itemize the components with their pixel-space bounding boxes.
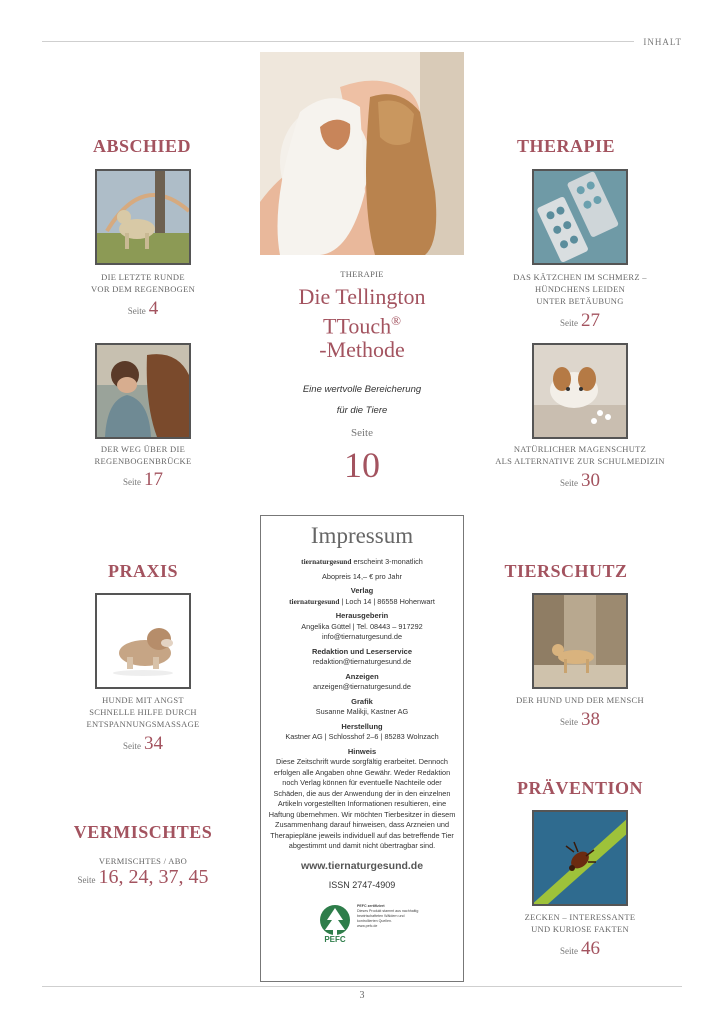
section-title-tierschutz: TIERSCHUTZ [504, 561, 628, 581]
pill-blisters-illustration [534, 171, 626, 263]
section-title-abschied: ABSCHIED [92, 136, 192, 156]
featured-seite-label: Seite [351, 427, 373, 439]
caption-kaetzchen: DAS KÄTZCHEN IM SCHMERZ – HÜNDCHENS LEIDEN UNTER BETÄUBUNG [513, 272, 647, 306]
pefc-certificate [317, 904, 417, 954]
impressum-title: Impressum [310, 523, 414, 548]
caption-bruecke: DER WEG ÜBER DIE REGENBOGENBRÜCKE [94, 444, 192, 466]
impressum-box [260, 515, 464, 982]
section-title-vermischtes: VERMISCHTES [73, 822, 213, 842]
impressum-url[interactable]: www.tiernaturgesund.de [300, 859, 424, 872]
impressum-herausgeberin-label: Herausgeberin [335, 611, 389, 620]
pefc-logo-text: PEFC [324, 935, 346, 944]
impressum-redaktion-label: Redaktion und Leserservice [311, 646, 413, 656]
page-ref-kaetzchen[interactable]: Seite 27 [560, 310, 600, 331]
impressum-issn: ISSN 2747-4909 [328, 879, 396, 890]
caption-magenschutz: NATÜRLICHER MAGENSCHUTZ ALS ALTERNATIVE ZUR SCHULMEDIZIN [495, 444, 665, 466]
impressum-abopreis: Abopreis 14,– € pro Jahr [322, 571, 402, 581]
page-ref-magenschutz[interactable]: Seite 30 [560, 470, 600, 491]
impressum-herstellung-text: Kastner AG | Schlosshof 2–6 | 85283 Wolnzach [285, 732, 439, 741]
dog-rainbow-illustration [97, 171, 189, 263]
pefc-small-text: PEFC zertifiziert Dieses Produkt stammt aus nachhaltig bewirtschafteten Wäldern und kontrollierten Quellen. www.pefc.de [357, 904, 419, 928]
hero-photo-paw[interactable] [260, 52, 464, 255]
page-ref-regenbogen[interactable]: Seite 4 [127, 298, 159, 319]
photo-tick[interactable] [532, 810, 628, 906]
impressum-herausgeberin-phone: Angelika Güttel | Tel. 08443 – 917292 [301, 621, 423, 631]
header-rule [42, 41, 634, 42]
impressum-erscheint: tiernaturgesund erscheint 3-monatlich [301, 557, 423, 566]
caption-zecken: ZECKEN – INTERESSANTE UND KURIOSE FAKTEN [524, 912, 636, 934]
street-dog-illustration [534, 595, 626, 687]
page-ref-vermischtes[interactable]: Seite 16, 24, 37, 45 [77, 866, 209, 888]
photo-street-dog[interactable] [532, 593, 628, 689]
photo-pills[interactable] [532, 169, 628, 265]
section-title-therapie: THERAPIE [516, 136, 616, 156]
dog-with-pills-illustration [534, 345, 626, 437]
featured-category: THERAPIE [340, 269, 384, 279]
caption-angst: HUNDE MIT ANGST SCHNELLE HILFE DURCH ENTSPANNUNGSMASSAGE [86, 695, 200, 729]
caption-vermischtes: VERMISCHTES / ABO [98, 856, 188, 866]
caption-hundmensch: DER HUND UND DER MENSCH [516, 695, 644, 705]
photo-dog-rainbow[interactable] [95, 169, 191, 265]
section-title-praxis: PRAXIS [107, 561, 178, 581]
woman-horse-illustration [97, 345, 189, 437]
page-ref-angst[interactable]: Seite 34 [123, 733, 163, 754]
section-title-praevention: PRÄVENTION [516, 778, 643, 798]
impressum-verlag: tiernaturgesund | Loch 14 | 86558 Hohenwart [289, 596, 435, 606]
anxious-puppy-illustration [97, 595, 189, 687]
photo-woman-horse[interactable] [95, 343, 191, 439]
impressum-grafik-label: Grafik [351, 696, 373, 706]
paw-in-hand-illustration [260, 52, 464, 255]
page-ref-zecken[interactable]: Seite 46 [560, 938, 600, 959]
page-number: 3 [359, 990, 365, 1001]
page-ref-bruecke[interactable]: Seite 17 [123, 469, 163, 490]
impressum-anzeigen-email[interactable]: anzeigen@tiernaturgesund.de [313, 682, 411, 691]
featured-title[interactable]: Die Tellington TTouch® -Methode [298, 284, 426, 363]
tick-on-grass-illustration [534, 812, 626, 904]
impressum-herausgeberin-email[interactable]: info@tiernaturgesund.de [321, 632, 403, 641]
impressum-herstellung-label: Herstellung [341, 721, 383, 731]
impressum-grafik-text: Susanne Malikji, Kastner AG [315, 707, 409, 716]
footer-rule [42, 986, 682, 987]
impressum-hinweis-text: Diese Zeitschrift wurde sorgfältig erarbeitet. Dennoch erfolgen alle Angaben ohne Gewähr. Weder Redaktion noch Verlag können für eventuelle Nachteile oder Schäden, die aus der Anwendung der in den einzelnen Artikeln vorgestellten Informationen resultieren, eine Haftung übernehmen. Wir möchten Tierbesitzer in diesem Zusammenhang darauf hinweisen, dass Arzneien und Therapiepläne jeweils individuell auf das betreffende Tier abgestimmt und damit nicht übertragbar sind. [268, 757, 456, 850]
featured-subtitle: Eine wertvolle Bereicherung für die Tiere [302, 384, 422, 416]
impressum-verlag-label: Verlag [350, 586, 374, 595]
photo-puppy[interactable] [95, 593, 191, 689]
photo-sick-dog[interactable] [532, 343, 628, 439]
header-label: INHALT [643, 37, 682, 47]
impressum-redaktion-email[interactable]: redaktion@tiernaturgesund.de [312, 657, 412, 666]
impressum-anzeigen-label: Anzeigen [345, 671, 379, 681]
featured-page-number[interactable]: 10 [344, 445, 380, 485]
page-ref-hundmensch[interactable]: Seite 38 [560, 709, 600, 730]
caption-regenbogen: DIE LETZTE RUNDE VOR DEM REGENBOGEN [90, 272, 196, 294]
impressum-hinweis-label: Hinweis [347, 746, 377, 756]
